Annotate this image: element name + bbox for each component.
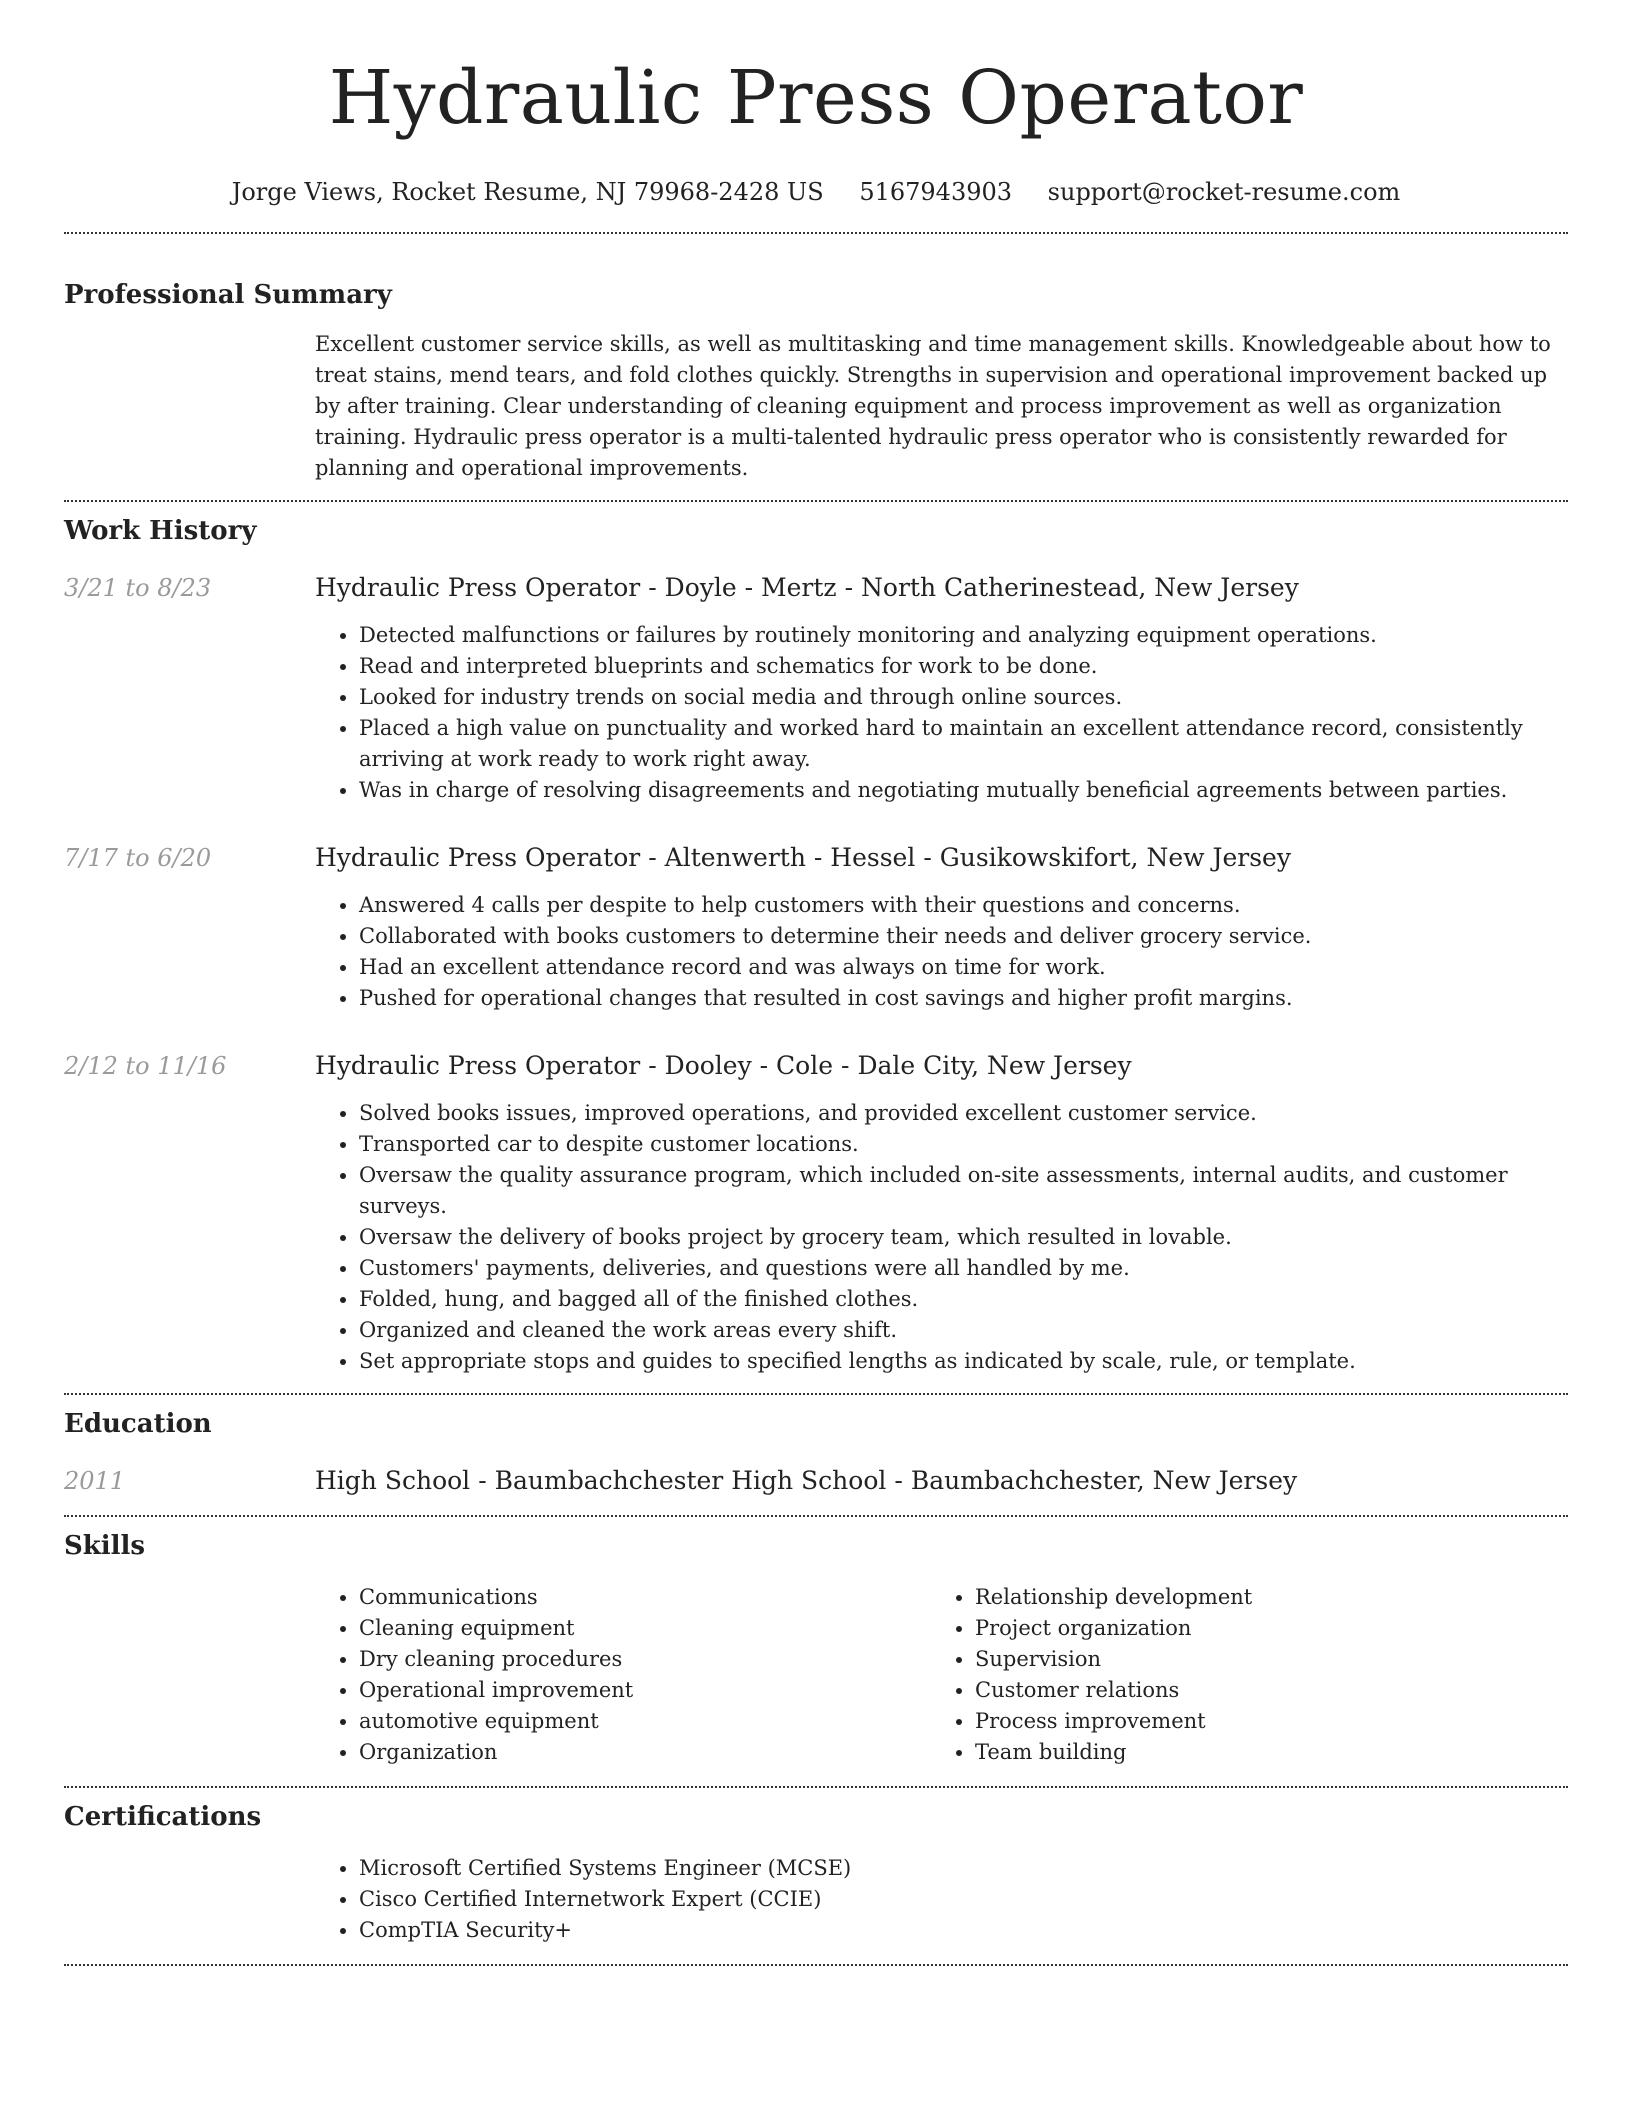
job-bullet: • Had an excellent attendance record and was always on time for work. bbox=[359, 952, 1568, 983]
certification-item: • Cisco Certified Internetwork Expert (CCIE) bbox=[359, 1884, 1568, 1915]
skills-list-left bbox=[315, 1582, 931, 1768]
work-history-title: Work History bbox=[64, 516, 257, 546]
job-bullets bbox=[315, 1098, 1568, 1377]
job-company: Doyle - Mertz bbox=[664, 573, 837, 602]
skill-item: • Supervision bbox=[975, 1644, 1547, 1675]
job-role: Hydraulic Press Operator bbox=[315, 1051, 641, 1080]
candidate-name: Hydraulic Press Operator bbox=[328, 55, 1304, 141]
work-history-section bbox=[64, 514, 1568, 1377]
job-bullet: • Was in charge of resolving disagreements and negotiating mutually beneficial agreements between parties. bbox=[359, 775, 1568, 806]
certifications-title: Certifications bbox=[64, 1802, 262, 1832]
job-company: Altenwerth - Hessel bbox=[664, 843, 916, 872]
contact-line bbox=[64, 176, 1568, 208]
education-entry bbox=[64, 1465, 1568, 1497]
contact-email: support@rocket-resume.com bbox=[1047, 178, 1401, 206]
job-separator: - bbox=[648, 573, 657, 602]
summary-title: Professional Summary bbox=[64, 280, 392, 310]
job-heading bbox=[315, 572, 1568, 604]
education-separator: - bbox=[894, 1466, 903, 1495]
certification-item: • Microsoft Certified Systems Engineer (MCSE) bbox=[359, 1853, 1568, 1884]
job-bullet: • Organized and cleaned the work areas every shift. bbox=[359, 1315, 1568, 1346]
education-title: Education bbox=[64, 1409, 212, 1439]
certification-item: • CompTIA Security+ bbox=[359, 1915, 1568, 1946]
skill-item: • Customer relations bbox=[975, 1675, 1547, 1706]
skill-item: • Relationship development bbox=[975, 1582, 1547, 1613]
certifications-list bbox=[315, 1853, 1568, 1946]
job-entry bbox=[64, 572, 1568, 806]
job-bullet: • Solved books issues, improved operations, and provided excellent customer service. bbox=[359, 1098, 1568, 1129]
job-location: Dale City, New Jersey bbox=[857, 1051, 1132, 1080]
skill-item: • Dry cleaning procedures bbox=[359, 1644, 931, 1675]
job-bullet: • Read and interpreted blueprints and schematics for work to be done. bbox=[359, 651, 1568, 682]
job-bullet: • Detected malfunctions or failures by routinely monitoring and analyzing equipment operations. bbox=[359, 620, 1568, 651]
section-divider bbox=[64, 1964, 1568, 1966]
education-school: Baumbachchester High School bbox=[494, 1466, 887, 1495]
job-bullet: • Transported car to despite customer locations. bbox=[359, 1129, 1568, 1160]
education-separator: - bbox=[478, 1466, 487, 1495]
skill-item: • Team building bbox=[975, 1737, 1547, 1768]
education-section bbox=[64, 1407, 1568, 1497]
job-heading bbox=[315, 842, 1568, 874]
section-divider bbox=[64, 500, 1568, 502]
job-separator: - bbox=[844, 573, 854, 602]
summary-section bbox=[64, 278, 1568, 484]
skills-title: Skills bbox=[64, 1531, 146, 1561]
contact-address: Jorge Views, Rocket Resume, NJ 79968-2428 US bbox=[231, 178, 824, 206]
skill-item: • automotive equipment bbox=[359, 1706, 931, 1737]
job-role: Hydraulic Press Operator bbox=[315, 843, 641, 872]
job-bullet: • Set appropriate stops and guides to specified lengths as indicated by scale, rule, or template. bbox=[359, 1346, 1568, 1377]
contact-phone: 5167943903 bbox=[859, 178, 1013, 206]
skill-item: • Operational improvement bbox=[359, 1675, 931, 1706]
education-location: Baumbachchester, New Jersey bbox=[910, 1466, 1298, 1495]
job-heading bbox=[315, 1050, 1568, 1082]
job-bullets bbox=[315, 890, 1568, 1014]
summary-text: Excellent customer service skills, as well as multitasking and time management skills. Knowledgeable about how to treat stains, mend tears, and fold clothes quickly. Strengths in supervision and operational improvement backed up by after training. Clear understanding of cleaning equipment and process improvement as well as organization training. Hydraulic press operator is a multi-talented hydraulic press operator who is consistently rewarded for planning and operational improvements. bbox=[315, 332, 1551, 480]
education-year: 2011 bbox=[64, 1467, 126, 1495]
skill-item: • Organization bbox=[359, 1737, 931, 1768]
section-divider bbox=[64, 1393, 1568, 1395]
job-bullet: • Answered 4 calls per despite to help customers with their questions and concerns. bbox=[359, 890, 1568, 921]
job-company: Dooley - Cole bbox=[664, 1051, 834, 1080]
skill-item: • Process improvement bbox=[975, 1706, 1547, 1737]
job-dates: 2/12 to 11/16 bbox=[64, 1052, 227, 1080]
job-bullet: • Collaborated with books customers to determine their needs and deliver grocery service. bbox=[359, 921, 1568, 952]
skills-grid bbox=[315, 1582, 1568, 1768]
job-entry bbox=[64, 1050, 1568, 1377]
job-bullets bbox=[315, 620, 1568, 806]
job-dates: 7/17 to 6/20 bbox=[64, 844, 212, 872]
skills-list-right bbox=[931, 1582, 1547, 1768]
job-bullet: • Looked for industry trends on social media and through online sources. bbox=[359, 682, 1568, 713]
job-bullet: • Oversaw the quality assurance program, which included on-site assessments, internal audits, and customer surveys. bbox=[359, 1160, 1568, 1222]
job-bullet: • Folded, hung, and bagged all of the finished clothes. bbox=[359, 1284, 1568, 1315]
job-dates: 3/21 to 8/23 bbox=[64, 574, 212, 602]
job-bullet: • Pushed for operational changes that resulted in cost savings and higher profit margins. bbox=[359, 983, 1568, 1014]
job-separator: - bbox=[648, 843, 657, 872]
job-separator: - bbox=[648, 1051, 657, 1080]
job-location: North Catherinestead, New Jersey bbox=[861, 573, 1299, 602]
education-degree: High School bbox=[315, 1466, 471, 1495]
skill-item: • Cleaning equipment bbox=[359, 1613, 931, 1644]
section-divider bbox=[64, 232, 1568, 234]
resume-page bbox=[64, 0, 1568, 1966]
job-bullet: • Placed a high value on punctuality and worked hard to maintain an excellent attendance record, consistently arriving at work ready to work right away. bbox=[359, 713, 1568, 775]
job-entry bbox=[64, 842, 1568, 1014]
section-divider bbox=[64, 1515, 1568, 1517]
job-bullet: • Customers' payments, deliveries, and questions were all handled by me. bbox=[359, 1253, 1568, 1284]
skills-section bbox=[64, 1529, 1568, 1768]
certifications-section bbox=[64, 1800, 1568, 1946]
skill-item: • Communications bbox=[359, 1582, 931, 1613]
job-location: Gusikowskifort, New Jersey bbox=[939, 843, 1291, 872]
resume-header bbox=[64, 0, 1568, 208]
job-separator: - bbox=[841, 1051, 850, 1080]
job-separator: - bbox=[923, 843, 932, 872]
job-role: Hydraulic Press Operator bbox=[315, 573, 641, 602]
skill-item: • Project organization bbox=[975, 1613, 1547, 1644]
job-bullet: • Oversaw the delivery of books project by grocery team, which resulted in lovable. bbox=[359, 1222, 1568, 1253]
education-heading bbox=[315, 1465, 1568, 1497]
section-divider bbox=[64, 1786, 1568, 1788]
